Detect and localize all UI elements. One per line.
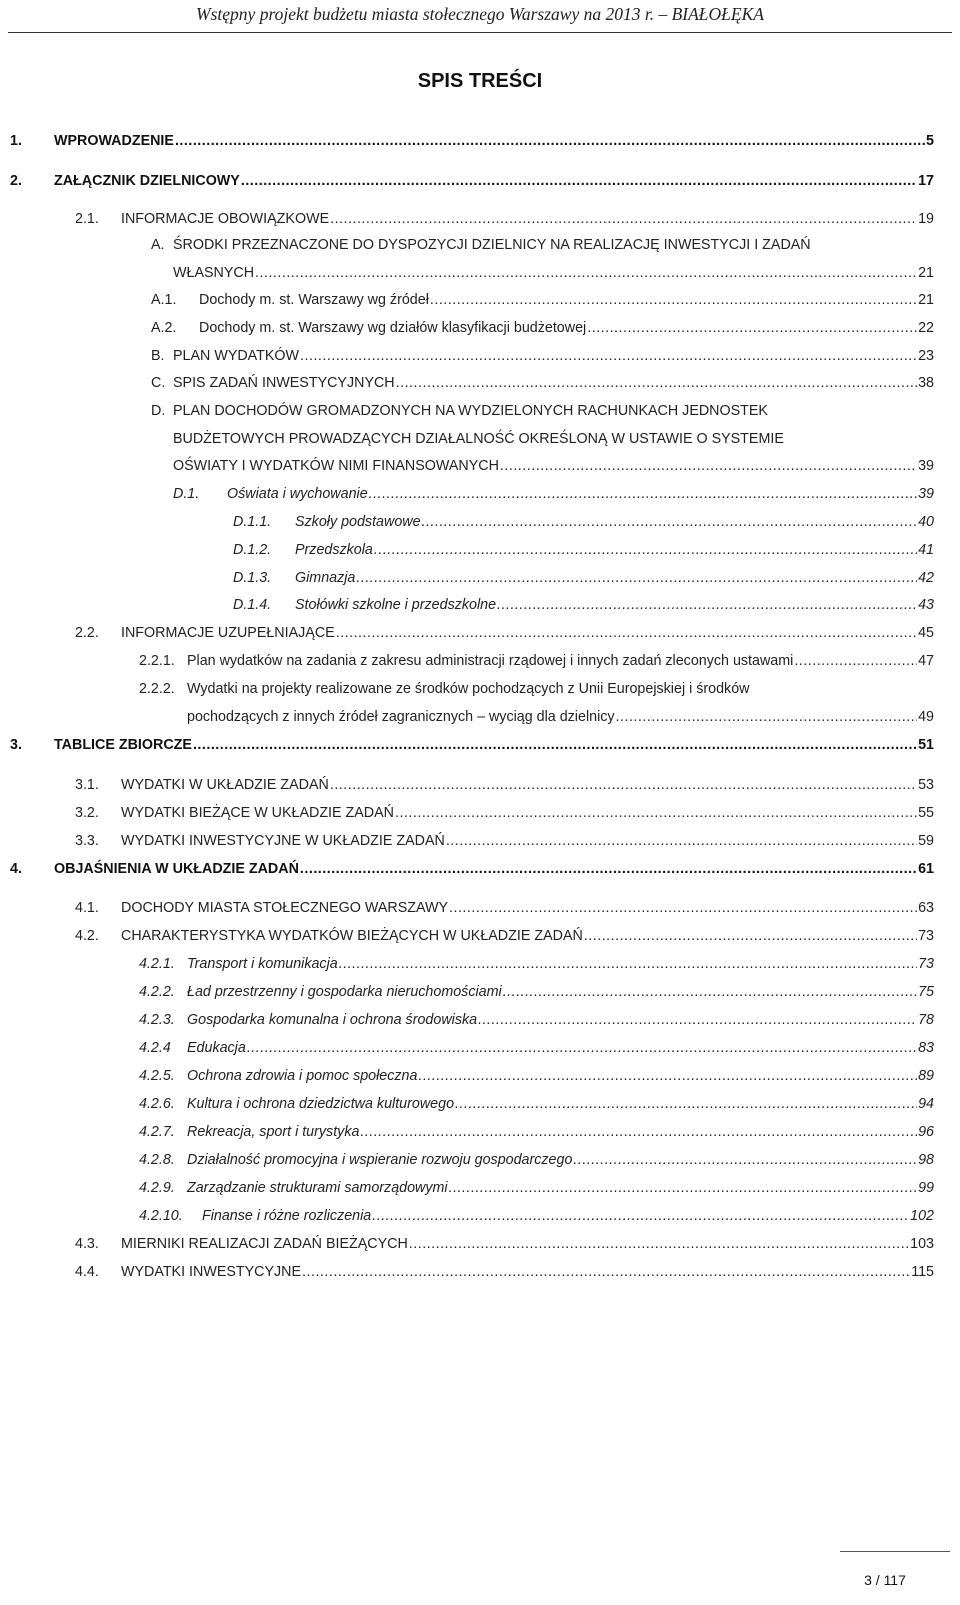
toc-entry[interactable]: 3.1. WYDATKI W UKŁADZIE ZADAŃ ..... 53 — [75, 777, 934, 793]
document-header: Wstępny projekt budżetu miasta stołecznego Warszawy na 2013 r. – BIAŁOŁĘKA — [196, 4, 764, 24]
toc-entry[interactable]: 4.2.7. Rekreacja, sport i turystyka ..... 96 — [139, 1124, 934, 1140]
toc-entry[interactable]: A. ŚRODKI PRZEZNACZONE DO DYSPOZYCJI DZIELNICY NA REALIZACJĘ INWESTYCJI I ZADAŃ — [151, 237, 811, 253]
toc-entry[interactable]: D.1.2. Przedszkola ..... 41 — [233, 542, 934, 558]
toc-entry[interactable]: 4.2.6. Kultura i ochrona dziedzictwa kulturowego ..... 94 — [139, 1096, 934, 1112]
toc-entry[interactable]: D. PLAN DOCHODÓW GROMADZONYCH NA WYDZIELONYCH RACHUNKACH JEDNOSTEK — [151, 403, 768, 419]
toc-entry[interactable]: A.1. Dochody m. st. Warszawy wg źródeł ..... 21 — [151, 292, 934, 308]
toc-entry[interactable]: 2.2.2. Wydatki na projekty realizowane ze środków pochodzących z Unii Europejskiej i środków — [139, 681, 750, 697]
toc-entry[interactable]: 4.2.8. Działalność promocyjna i wspieranie rozwoju gospodarczego ..... 98 — [139, 1152, 934, 1168]
toc-entry[interactable]: 3. TABLICE ZBIORCZE ..... 51 — [10, 737, 934, 753]
toc-entry[interactable]: C. SPIS ZADAŃ INWESTYCYJNYCH ..... 38 — [151, 375, 934, 391]
toc-entry[interactable]: 2.2. INFORMACJE UZUPEŁNIAJĄCE ..... 45 — [75, 625, 934, 641]
toc-entry-continued[interactable]: pochodzących z innych źródeł zagranicznych – wyciąg dla dzielnicy ..... 49 — [187, 709, 934, 725]
toc-entry[interactable]: 4. OBJAŚNIENIA W UKŁADZIE ZADAŃ ..... 61 — [10, 861, 934, 877]
toc-entry[interactable]: A.2. Dochody m. st. Warszawy wg działów klasyfikacji budżetowej ..... 22 — [151, 320, 934, 336]
toc-entry[interactable]: 4.2.9. Zarządzanie strukturami samorządowymi ..... 99 — [139, 1180, 934, 1196]
toc-entry[interactable]: 4.2.5. Ochrona zdrowia i pomoc społeczna ..... 89 — [139, 1068, 934, 1084]
toc-entry-continued[interactable]: OŚWIATY I WYDATKÓW NIMI FINANSOWANYCH ..... 39 — [173, 458, 934, 474]
toc-entry[interactable]: 2.1. INFORMACJE OBOWIĄZKOWE ..... 19 — [75, 211, 934, 227]
toc-entry[interactable]: 4.2. CHARAKTERYSTYKA WYDATKÓW BIEŻĄCYCH W UKŁADZIE ZADAŃ ..... 73 — [75, 928, 934, 944]
toc-entry[interactable]: 3.3. WYDATKI INWESTYCYJNE W UKŁADZIE ZADAŃ ..... 59 — [75, 833, 934, 849]
toc-entry[interactable]: 2.2.1. Plan wydatków na zadania z zakresu administracji rządowej i innych zadań zleconych ustawami ..... 47 — [139, 653, 934, 669]
toc-entry[interactable]: D.1.1. Szkoły podstawowe ..... 40 — [233, 514, 934, 530]
toc-entry[interactable]: 4.1. DOCHODY MIASTA STOŁECZNEGO WARSZAWY ..... 63 — [75, 900, 934, 916]
toc-entry[interactable]: B. PLAN WYDATKÓW ..... 23 — [151, 348, 934, 364]
toc-entry[interactable]: D.1. Oświata i wychowanie ..... 39 — [173, 486, 934, 502]
toc-entry[interactable]: 4.2.2. Ład przestrzenny i gospodarka nieruchomościami ..... 75 — [139, 984, 934, 1000]
page-title: SPIS TREŚCI — [417, 70, 543, 92]
toc-entry[interactable]: 4.3. MIERNIKI REALIZACJI ZADAŃ BIEŻĄCYCH ..... 103 — [75, 1236, 934, 1252]
toc-entry[interactable]: 4.2.4 Edukacja ..... 83 — [139, 1040, 934, 1056]
toc-entry[interactable]: 1. WPROWADZENIE ..... 5 — [10, 133, 934, 149]
toc-entry[interactable]: 4.2.10. Finanse i różne rozliczenia ..... 102 — [139, 1208, 934, 1224]
toc-entry[interactable]: 3.2. WYDATKI BIEŻĄCE W UKŁADZIE ZADAŃ ..... 55 — [75, 805, 934, 821]
footer-divider — [840, 1551, 950, 1552]
toc-entry[interactable]: D.1.3. Gimnazja ..... 42 — [233, 570, 934, 586]
header-divider — [8, 32, 952, 33]
toc-entry-continued[interactable]: BUDŻETOWYCH PROWADZĄCYCH DZIAŁALNOŚĆ OKREŚLONĄ W USTAWIE O SYSTEMIE — [173, 431, 784, 447]
toc-entry[interactable]: 4.2.1. Transport i komunikacja ..... 73 — [139, 956, 934, 972]
page-number: 3 / 117 — [864, 1572, 906, 1588]
toc-entry[interactable]: D.1.4. Stołówki szkolne i przedszkolne ..... 43 — [233, 597, 934, 613]
toc-entry[interactable]: WŁASNYCH ..... 21 — [173, 265, 934, 281]
toc-entry[interactable]: 2. ZAŁĄCZNIK DZIELNICOWY ..... 17 — [10, 173, 934, 189]
toc-entry[interactable]: 4.2.3. Gospodarka komunalna i ochrona środowiska ..... 78 — [139, 1012, 934, 1028]
toc-entry[interactable]: 4.4. WYDATKI INWESTYCYJNE ..... 115 — [75, 1264, 934, 1280]
